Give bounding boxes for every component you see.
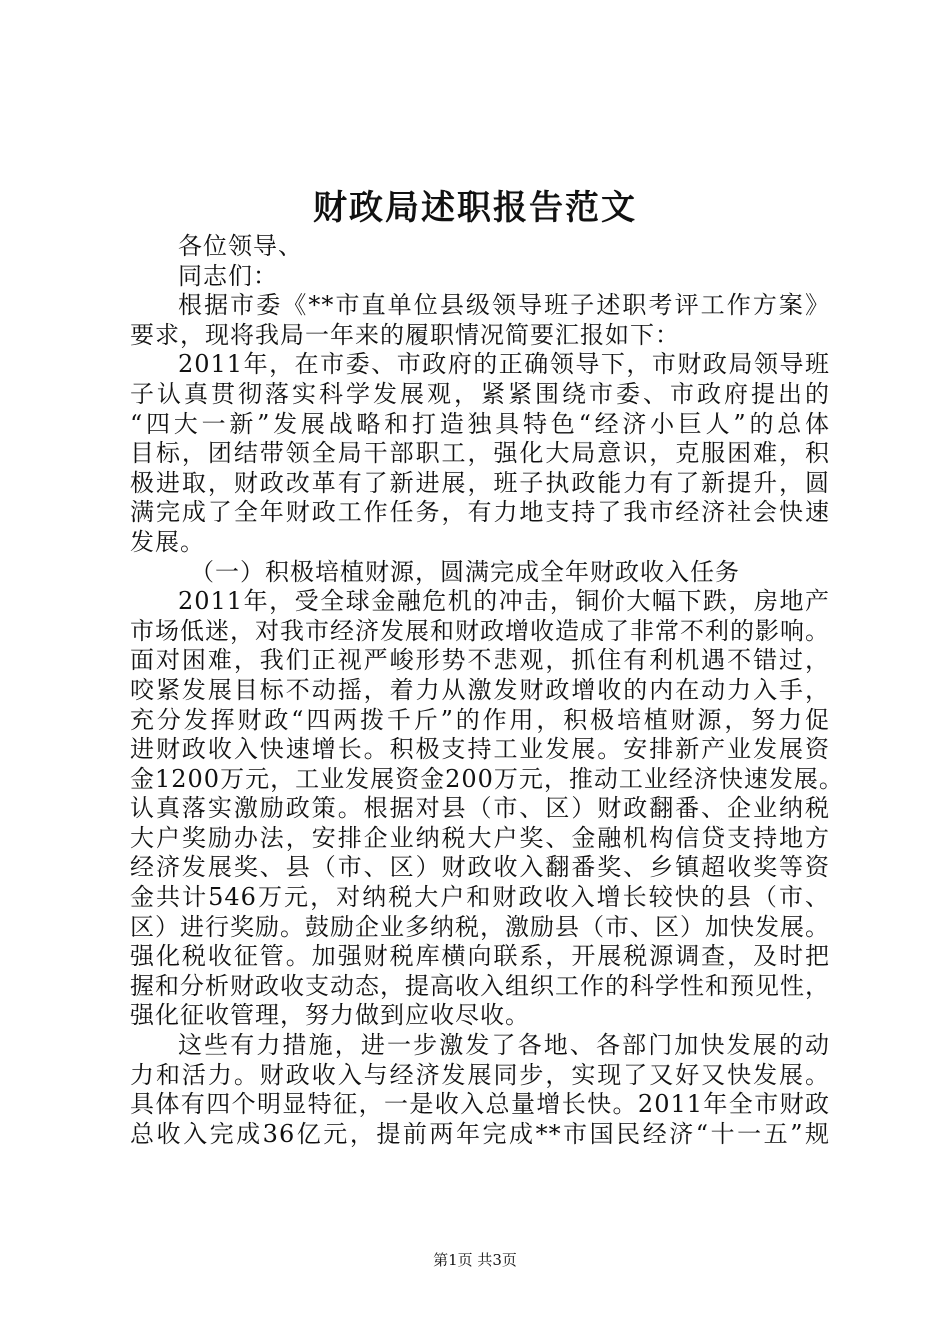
text-line: 同志们： [178,261,278,290]
text-line: 握和分析财政收支动态，提高收入组织工作的科学性和预见性， [130,971,830,1000]
text-line: 根据市委《**市直单位县级领导班子述职考评工作方案》 [178,291,830,320]
text-line: 目标，团结带领全局干部职工，强化大局意识，克服困难，积 [130,439,830,468]
text-line: 2011年，在市委、市政府的正确领导下，市财政局领导班 [178,350,830,379]
text-line: 满完成了全年财政工作任务，有力地支持了我市经济社会快速 [130,498,830,527]
text-line: 发展。 [130,527,205,556]
text-line: 总收入完成36亿元，提前两年完成**市国民经济“十一五”规 [130,1119,830,1148]
text-line: （一）积极培植财源，圆满完成全年财政收入任务 [190,557,740,586]
text-line: 这些有力措施，进一步激发了各地、各部门加快发展的动 [178,1031,830,1060]
text-line: 区）进行奖励。鼓励企业多纳税，激励县（市、区）加快发展。 [130,912,830,941]
text-line: 强化税收征管。加强财税库横向联系，开展税源调查，及时把 [130,942,830,971]
text-line: 各位领导、 [178,232,303,260]
text-line: 力和活力。财政收入与经济发展同步，实现了又好又快发展。 [130,1060,830,1089]
text-line: “四大一新”发展战略和打造独具特色“经济小巨人”的总体 [130,409,830,438]
text-line: 面对困难，我们正视严峻形势不悲观，抓住有利机遇不错过， [130,646,830,675]
text-line: 金1200万元，工业发展资金200万元，推动工业经济快速发展。 [130,764,844,793]
text-line: 强化征收管理，努力做到应收尽收。 [130,1001,530,1030]
text-line: 进财政收入快速增长。积极支持工业发展。安排新产业发展资 [130,735,830,764]
text-line: 经济发展奖、县（市、区）财政收入翻番奖、乡镇超收奖等资 [130,853,830,882]
text-line: 咬紧发展目标不动摇，着力从激发财政增收的内在动力入手， [130,675,830,704]
document-title: 财政局述职报告范文 [313,188,637,228]
text-line: 市场低迷，对我市经济发展和财政增收造成了非常不利的影响。 [130,616,830,645]
text-line: 认真落实激励政策。根据对县（市、区）财政翻番、企业纳税 [130,794,830,823]
text-line: 具体有四个明显特征，一是收入总量增长快。2011年全市财政 [130,1090,830,1119]
text-line: 2011年，受全球金融危机的冲击，铜价大幅下跌，房地产 [178,587,830,616]
text-line: 充分发挥财政“四两拨千斤”的作用，积极培植财源，努力促 [130,705,830,734]
text-line: 要求，现将我局一年来的履职情况简要汇报如下： [130,320,680,349]
text-line: 极进取，财政改革有了新进展，班子执政能力有了新提升，圆 [130,468,830,497]
text-line: 子认真贯彻落实科学发展观，紧紧围绕市委、市政府提出的 [130,379,830,408]
document-body [130,232,844,1149]
text-line: 大户奖励办法，安排企业纳税大户奖、金融机构信贷支持地方 [130,823,830,852]
text-line: 金共计546万元，对纳税大户和财政收入增长较快的县（市、 [130,883,830,912]
page-footer: 第1页 共3页 [433,1251,517,1269]
